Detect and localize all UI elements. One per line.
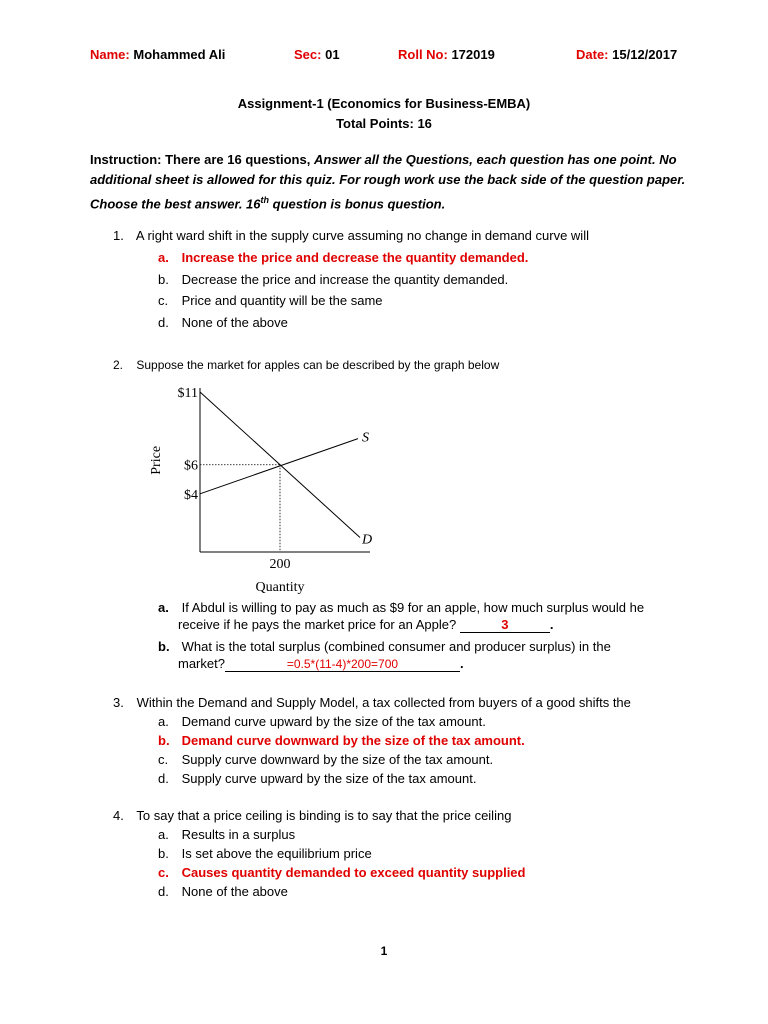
q2-part-a: a. If Abdul is willing to pay as much as $9 for an apple, how much surplus would he receive if he pays the market price for an Apple? 3 . [158, 600, 645, 632]
q1-option-a: a. Increase the price and decrease the quantity demanded. [158, 250, 529, 265]
q2-part-b: b. What is the total surplus (combined consumer and producer surplus) in the market? =0.5*(11-4)*200=700 . [158, 639, 611, 671]
question-3: 3. Within the Demand and Supply Model, a tax collected from buyers of a good shifts the [113, 695, 631, 710]
q2b-answer: =0.5*(11-4)*200=700 [225, 657, 460, 672]
page-title: Assignment-1 (Economics for Business-EMBA) [237, 96, 531, 111]
demand-label: D [362, 532, 373, 548]
q4-option-b: b. Is set above the equilibrium price [158, 846, 372, 861]
page-number: 1 [380, 944, 388, 958]
header-name: Name: Mohammed Ali [90, 47, 226, 62]
header-section: Sec: 01 [294, 47, 340, 62]
y-axis-label: Price [149, 445, 164, 475]
y-tick-label-6: $6 [184, 458, 198, 474]
header-roll-no: Roll No: 172019 [398, 47, 495, 62]
y-tick-label-11: $11 [177, 386, 198, 401]
instruction-block: Instruction: There are 16 questions, Answer all the Questions, each question has one point. No additional sheet is allowed for this quiz. For rough work use the back side of the question paper. Choose the best answer. 16th question is bonus question. [90, 152, 686, 212]
q4-option-c: c. Causes quantity demanded to exceed quantity supplied [158, 865, 526, 880]
q1-option-b: b. Decrease the price and increase the quantity demanded. [158, 272, 509, 287]
supply-curve [200, 439, 358, 494]
q3-option-a: a. Demand curve upward by the size of the tax amount. [158, 714, 486, 729]
supply-demand-chart [140, 384, 390, 600]
q4-option-d: d. None of the above [158, 884, 288, 899]
x-tick-label-200: 200 [269, 557, 291, 572]
question-2: 2. Suppose the market for apples can be described by the graph below [113, 358, 500, 372]
y-tick-label-4: $4 [184, 487, 198, 503]
q2a-answer: 3 [460, 617, 550, 633]
q3-option-c: c. Supply curve downward by the size of the tax amount. [158, 752, 494, 767]
supply-label: S [362, 430, 369, 446]
x-axis-label: Quantity [255, 580, 305, 595]
q1-option-c: c. Price and quantity will be the same [158, 293, 383, 308]
question-1: 1. A right ward shift in the supply curve assuming no change in demand curve will [113, 228, 589, 243]
header-date: Date: 15/12/2017 [576, 47, 678, 62]
q3-option-d: d. Supply curve upward by the size of the tax amount. [158, 771, 477, 786]
q4-option-a: a. Results in a surplus [158, 827, 296, 842]
q3-option-b: b. Demand curve downward by the size of the tax amount. [158, 733, 525, 748]
q1-option-d: d. None of the above [158, 315, 288, 330]
question-4: 4. To say that a price ceiling is binding is to say that the price ceiling [113, 808, 512, 823]
total-points: Total Points: 16 [336, 116, 432, 131]
